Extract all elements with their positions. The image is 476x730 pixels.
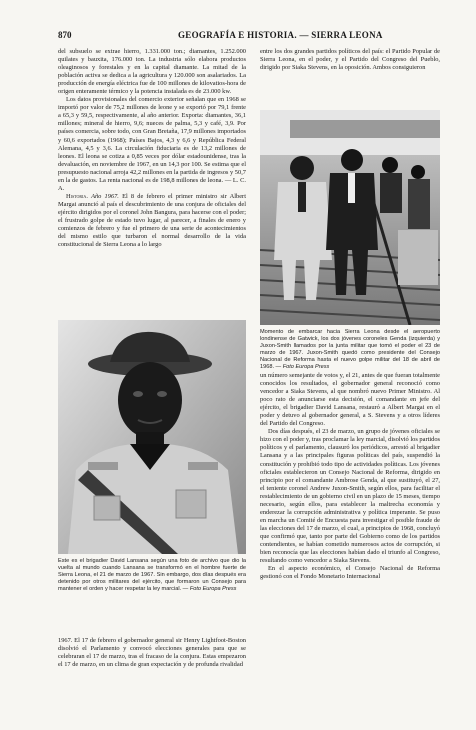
caption-colonels-text: Momento de embarcar hacia Sierra Leona desde el aeropuerto londinense de Gatwick, los dos jóvenes coroneles Genda (izquierda) y Juxon-Smith llamados por la junta militar que tomó el poder el 23 de marzo de 1967. Juxon-Smith quedó como presidente del Consejo Nacional de Reforma hasta el nuevo golpe militar del 18 de abril de 1968. [260,329,440,370]
paragraph-elections-result: un número semejante de votos y, el 21, antes de que fueran totalmente conocidos los resultados, el gobernador general reconoció como vencedor a Siaka Stevens, al que nombró nuevo Primer Ministro. Al poco rato de anunciarse esta decisión, el comandante en jefe del ejército, el brigadier David Lansana, restauró a Albert Margai en el poder y detuvo al gobernador general, a S. Stevens y a otros líderes del Partido del Congreso. [260,372,440,428]
caption-colonels: Momento de embarcar hacia Sierra Leona desde el aeropuerto londinense de Gatwick, los dos jóvenes coroneles Genda (izquierda) y Juxon-Smith llamados por la junta militar que tomó el poder el 23 de marzo de 1967. Juxon-Smith quedó como presidente del Consejo Nacional de Reforma hasta el nuevo golpe militar del 18 de abril de 1968. — Foto Europa Press [260,329,440,370]
historia-text: El 8 de febrero el primer ministro sir Albert Margai anunció al país el descubrimiento de una conjura de oficiales del ejército dirigidos por el coronel John Bangura, para hacerse con el poder; el frustrado golpe de estado tuvo lugar, al parecer, a finales de enero y comienzos de febrero y fue el primero de una serie de acontecimientos del mismo estilo que turbaron el normal desarrollo de la vida constitucional de Sierra Leona a lo largo [58,192,246,249]
paragraph-parties: entre los dos grandes partidos políticos del país: el Partido Popular de Sierra Leona, en el poder, y el Partido del Congreso del Pueblo, dirigido por Siaka Stevens, en la oposición. Ambos consiguieron [260,48,440,72]
caption-brigadier-text: Este es el brigadier David Lansana según una foto de archivo que dio la vuelta al mundo cuando Lansana se transformó en el hombre fuerte de Sierra Leona, el 21 de marzo de 1967. Sin embargo, dos días después era detenido por otros militares del ejército, que formaron un Consejo para mantener el orden y hacer respetar la ley marcial. [58,558,246,592]
caption-colonels-credit: Foto Europa Press [282,364,330,370]
paragraph-trade: Los datos provisionales del comercio exterior señalan que en 1968 se importó por valor de 75,2 millones de leone y se exportó por 79,1 frente a 65,3 y 59,5, respectivamente, al año anterior. Exporta: diamantes, 36,1 millones; mineral de hierro, 9,6; nueces de palma, 5,3 y café, 3,9. Por países comercia, sobre todo, con Gran Bretaña, 17,9 millones importados y 60,6 exportados (1968); Países Bajos, 4,3 y 6,6 y República Federal Alemana, 4,5 y 3,6. La circulación fiduciaria es de 13,2 millones de leones. El leona se cotiza a 0,85 veces por dólar estadounidense, tras la devaluación, en noviembre de 1967, en un 14,3 por 100. Se estima que el presupuesto nacional arroja 42,2 millones en la partida de ingresos y 50,7 en la de gastos. La renta nacional es de 198,8 millones de leona. — L. C. A. [58,96,246,192]
photo-brigadier-image [58,320,246,554]
page-header [58,30,438,42]
left-column-top [58,48,246,316]
paragraph-mining: del subsuelo se extrae hierro, 1.331.000 ton.; diamantes, 1.252.000 quilates y bauxita, 176.000 ton. La industria sólo elabora productos oleaginosos y forestales y en la capital diamante. La mitad de la población activa se dedica a la agricultura y 120.000 son asalariados. La producción de energía eléctrica fue de 100 millones de kilovatios-hora de origen enteramente térmico y la potencia instalada es de 23.000 kw. [58,48,246,96]
photo-colonels-image [260,110,440,325]
right-column-top [260,48,440,106]
running-title: GEOGRAFÍA E HISTORIA. — SIERRA LEONA [178,30,383,40]
caption-brigadier: Este es el brigadier David Lansana según una foto de archivo que dio la vuelta al mundo cuando Lansana se transformó en el hombre fuerte de Sierra Leona, el 21 de marzo de 1967. Sin embargo, dos días después era detenido por otros militares del ejército, que formaron un Consejo para mantener el orden y hacer respetar la ley marcial. — Foto Europa Press [58,558,246,592]
left-column-bottom [58,637,246,703]
historia-year: Año 1967. [91,192,119,200]
page-number: 870 [58,30,72,40]
right-column-bottom [260,372,440,704]
photo-colonels-airport [260,110,440,325]
caption-brigadier-credit: Foto Europa Press [189,586,237,592]
historia-heading: Historia. [66,192,88,200]
paragraph-economy: En el aspecto económico, el Consejo Nacional de Reforma gestionó con el Fondo Monetario Internacional [260,565,440,581]
paragraph-1967: 1967. El 17 de febrero el gobernador general sir Henry Lightfoot-Boston disolvió el Parlamento y convocó elecciones generales para que se celebraran el 17 de marzo, tras el fracaso de la conjura. Estas empezaron el 17 de marzo, en un clima de gran expectación y de profunda rivalidad [58,637,246,669]
photo-brigadier-lansana [58,320,246,554]
paragraph-historia [58,193,246,249]
paragraph-coup: Dos días después, el 23 de marzo, un grupo de jóvenes oficiales se hizo con el poder y, tras proclamar la ley marcial, disolvió los partidos políticos y el parlamento, clausuró los periódicos, arrestó al brigadier Lansana y a las principales figuras políticas del país, suspendió la constitución y prohibió todo tipo de actividades políticas. Los jóvenes oficiales establecieron un Consejo Nacional de Reforma, dirigido en principio por el comandante Ambrose Genda, al que sustituyó, el 27, el teniente coronel Andrew Juxon-Smith, según ellos, para facilitar el restablecimiento de un gobierno civil en un plazo de 15 meses, tiempo necesario, según ellos, para establecer la maltrecha economía y enderezar la corrupción administrativa y política imperante. Se puso en marcha un Comité de Encuesta para investigar el posible fraude de las elecciones del 17 de marzo, el cual, a principios de 1968, concluyó que confirmó que, tanto por parte del Gobierno como de los partidos contendientes, se habían cometido numerosos actos de corrupción, si bien reconocía que las elecciones habían dado el triunfo al Congreso, resultando como vencedor a Siaka Stevens. [260,428,440,565]
